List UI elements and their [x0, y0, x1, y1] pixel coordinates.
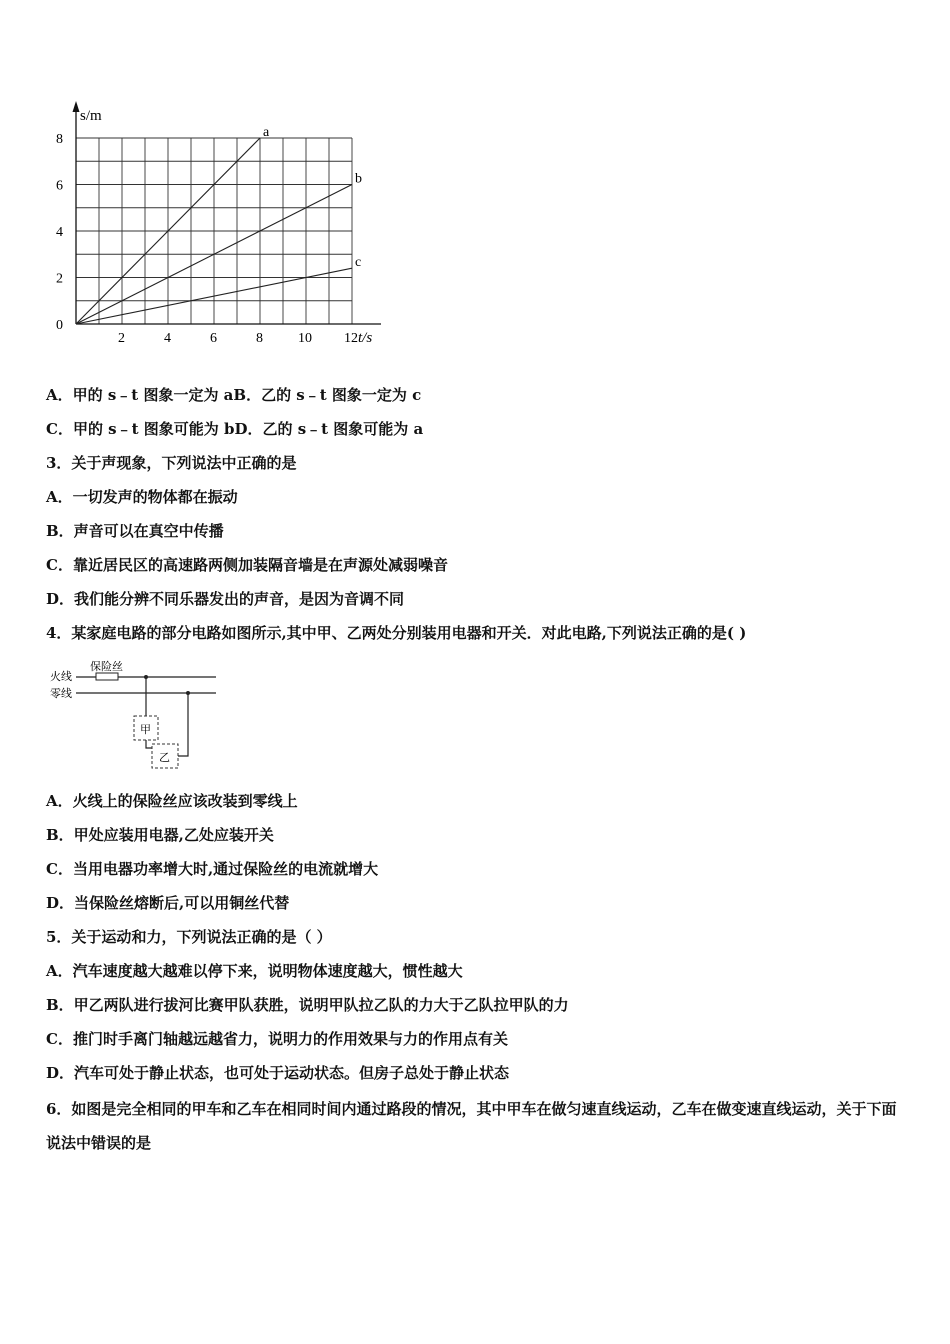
x-tick-label: 4 — [164, 331, 171, 346]
q5-option-c: C．推门时手离门轴越远越省力，说明力的作用效果与力的作用点有关 — [46, 1030, 508, 1048]
graph-series — [76, 125, 362, 324]
q4-stem: 4．某家庭电路的部分电路如图所示,其中甲、乙两处分别装用电器和开关．对此电路,下列说法正确的是( ) — [46, 624, 747, 642]
graph-ticks — [56, 132, 358, 346]
series-label-a: a — [263, 125, 270, 140]
q4-option-c: C．当用电器功率增大时,通过保险丝的电流就增大 — [46, 860, 379, 878]
x-tick-label: 6 — [210, 331, 217, 346]
q5-option-b: B．甲乙两队进行拔河比赛甲队获胜，说明甲队拉乙队的力大于乙队拉甲队的力 — [46, 996, 569, 1014]
y-axis-label: s/m — [80, 108, 102, 124]
fuse-symbol — [96, 673, 118, 680]
q5-stem: 5．关于运动和力，下列说法正确的是（ ） — [46, 928, 332, 946]
y-tick-label: 6 — [56, 178, 63, 194]
y-tick-label: 4 — [56, 225, 63, 240]
branch-wire-mid — [146, 740, 152, 748]
series-label-b: b — [355, 171, 362, 187]
q2-options-cd: C．甲的 s﹣t 图象可能为 bD．乙的 s﹣t 图象可能为 a — [46, 420, 424, 438]
x-tick-label: 12 — [344, 331, 358, 346]
x-tick-label: 10 — [298, 331, 312, 346]
x-tick-label: 8 — [256, 331, 263, 346]
q3-stem: 3．关于声现象，下列说法中正确的是 — [46, 454, 297, 472]
q5-option-d: D．汽车可处于静止状态，也可处于运动状态。但房子总处于静止状态 — [46, 1064, 510, 1082]
branch-wire-neutral — [178, 693, 188, 756]
circuit-diagram — [48, 660, 228, 775]
q5-option-a: A．汽车速度越大越难以停下来，说明物体速度越大，惯性越大 — [46, 962, 463, 980]
y-tick-label: 0 — [56, 318, 63, 333]
st-graph — [42, 98, 382, 358]
live-wire-label: 火线 — [50, 671, 72, 683]
q4-option-a: A．火线上的保险丝应该改装到零线上 — [46, 792, 298, 810]
series-label-c: c — [355, 255, 362, 271]
x-tick-label: 2 — [118, 331, 125, 346]
q3-option-a: A．一切发声的物体都在振动 — [46, 488, 238, 506]
y-tick-label: 8 — [56, 132, 63, 147]
q3-option-d: D．我们能分辨不同乐器发出的声音，是因为音调不同 — [46, 590, 405, 608]
neutral-wire-label: 零线 — [50, 688, 72, 700]
graph-axes — [73, 101, 382, 324]
q6-stem: 6．如图是完全相同的甲车和乙车在相同时间内通过路段的情况，其中甲车在做匀速直线运动，乙车在做变速直线运动，关于下面说法中错误的是 — [46, 1100, 897, 1152]
y-axis-arrow — [73, 101, 80, 112]
box-jia-label: 甲 — [140, 724, 151, 736]
q4-option-b: B．甲处应装用电器,乙处应装开关 — [46, 826, 274, 844]
box-yi-label: 乙 — [159, 752, 170, 764]
x-axis-label: t/s — [358, 330, 373, 346]
q4-option-d: D．当保险丝熔断后,可以用铜丝代替 — [46, 894, 290, 912]
q3-option-c: C．靠近居民区的高速路两侧加装隔音墙是在声源处减弱噪音 — [46, 556, 448, 574]
y-tick-label: 2 — [56, 271, 63, 287]
q3-option-b: B．声音可以在真空中传播 — [46, 522, 224, 540]
q2-options-ab: A．甲的 s﹣t 图象一定为 aB．乙的 s﹣t 图象一定为 c — [46, 386, 422, 404]
fuse-label: 保险丝 — [90, 661, 123, 673]
